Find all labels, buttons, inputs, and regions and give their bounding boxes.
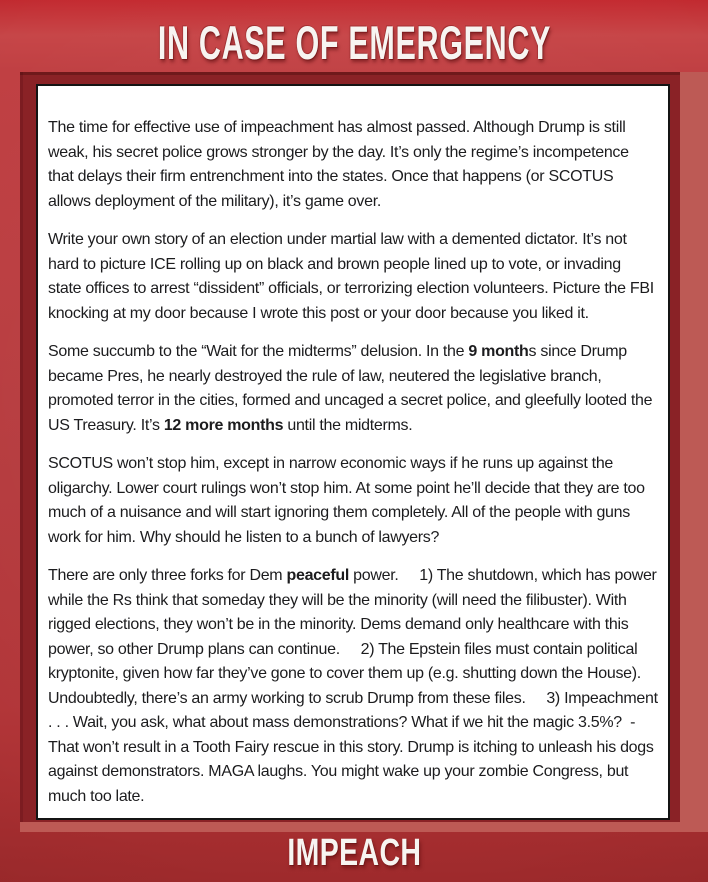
poster-header <box>0 14 708 72</box>
paragraph <box>48 452 658 550</box>
text-run: until the midterms. <box>283 416 413 434</box>
text-panel <box>36 84 670 820</box>
picture-frame <box>20 72 708 832</box>
poster-footer-label: IMPEACH <box>286 832 422 874</box>
text-run: There are only three forks for Dem <box>48 567 287 584</box>
paragraph <box>48 340 658 438</box>
text-run: SCOTUS won’t stop him, except in narrow economic ways if he runs up against the oligarchy. Lower court rulings won’t stop him. At some point he’ll decide that they are too much of a nuisance and will start ignoring them completely. All of the people with guns work for him. Why should he listen to a bunch of lawyers? <box>48 455 649 546</box>
paragraph <box>48 116 658 214</box>
bold-text-run: 12 more months <box>163 416 284 434</box>
bold-text-run: peaceful <box>286 567 350 584</box>
article-body <box>38 86 668 809</box>
paragraph <box>48 228 658 326</box>
bold-text-run: 9 month <box>468 343 529 360</box>
text-run: The time for effective use of impeachment has almost passed. Although Drump is still weak, his secret police grows stronger by the day. It’s only the regime’s incompetence that delays their firm entrenchment into the states. Once that happens (or SCOTUS allows deployment of the military), it’s game over. <box>48 119 633 210</box>
poster-footer <box>0 828 708 882</box>
text-run: Write your own story of an election under martial law with a demented dictator. It’s not hard to picture ICE rolling up on black and brown people lined up to vote, or invading state offices to arrest “dissident” officials, or terrorizing election volunteers. Picture the FBI knocking at my door because I wrote this post or your door because you liked it. <box>48 231 658 322</box>
text-run: s since Drump became Pres, he nearly destroyed the rule of law, neutered the legislative branch, promoted terror in the cities, formed and uncaged a secret police, and gleefully looted the US Treasury. It’s <box>48 343 657 434</box>
paragraph <box>48 564 662 809</box>
poster-title: IN CASE OF EMERGENCY <box>157 16 551 69</box>
text-run: power. 1) The shutdown, which has power while the Rs think that someday they will be the minority (will need the filibuster). With rigged elections, they won’t be in the minority. Dems demand only healthcare with this power, so other Drump plans can continue. 2) The Epstein files must contain political kryptonite, given how far they’ve gone to cover them up (e.g. shutting down the House). Undoubtedly, there’s an army working to scrub Drump from these files. 3) Impeachment . . . Wait, you ask, what about mass demonstrations? What if we hit the magic 3.5%? - That won’t result in a Tooth Fairy rescue in this story. Drump is itching to unleash his dogs against demonstrators. MAGA laughs. You might wake up your zombie Congress, but much too late. <box>48 567 662 805</box>
text-run: Some succumb to the “Wait for the midterms” delusion. In the <box>48 343 469 360</box>
